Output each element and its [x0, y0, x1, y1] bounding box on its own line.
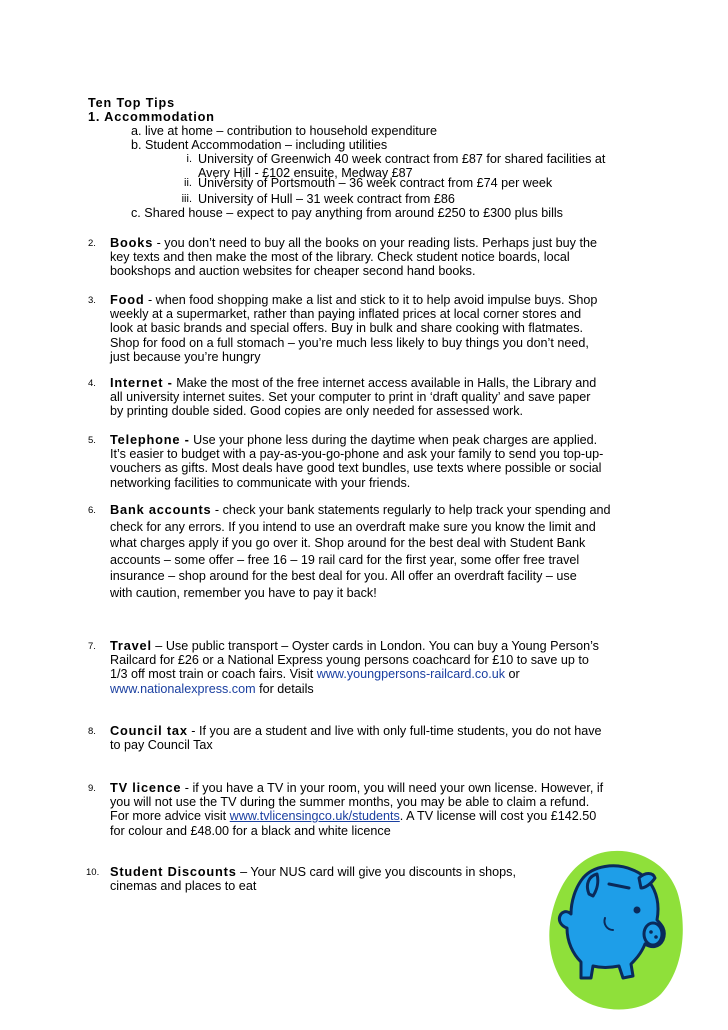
tip-bank	[88, 502, 648, 602]
tip-telephone-line1: Use your phone less during the daytime when peak charges are applied.	[189, 433, 598, 447]
tip-internet-line3: by printing double sided. Good copies are only needed for assessed work.	[110, 404, 524, 419]
tip-books-heading: Books	[110, 235, 154, 250]
accommodation-b: b. Student Accommodation – including utilities	[131, 138, 388, 152]
tip-council	[88, 724, 648, 752]
tip-discounts-heading: Student Discounts	[110, 864, 237, 879]
tip-books-line1: - you don’t need to buy all the books on your reading lists. Perhaps just buy the	[153, 236, 597, 250]
tip-books-line3: bookshops and auction websites for cheaper second hand books.	[110, 264, 476, 279]
tip-travel-line1: – Use public transport – Oyster cards in London. You can buy a Young Person’s	[151, 639, 599, 653]
tip-tv-line3-end: . A TV license will cost you £142.50	[399, 809, 597, 824]
tip-travel-line3: 1/3 off most train or coach fairs. Visit	[110, 667, 317, 682]
tip-internet-line2: all university internet suites. Set your computer to print in ‘draft quality’ and save paper	[110, 390, 591, 405]
railcard-link[interactable]: www.youngpersons-railcard.co.uk	[316, 667, 506, 682]
tip-bank-line2: check for any errors. If you intend to use an overdraft make sure you know the limit and	[110, 519, 596, 534]
accommodation-i-line2: Avery Hill - £102 ensuite, Medway £87	[198, 166, 413, 180]
accommodation-i-num: i.	[186, 153, 192, 165]
accommodation-a: a. live at home – contribution to household expenditure	[131, 124, 437, 138]
tip-food-number: 3.	[88, 295, 96, 306]
tip-tv-line1: - if you have a TV in your room, you will need your own license. However, if	[181, 781, 604, 795]
tip-council-line1: - If you are a student and live with only full-time students, you do not have	[187, 724, 602, 738]
tip-travel	[88, 639, 648, 696]
tip-bank-heading: Bank accounts	[110, 502, 212, 517]
tip-discounts-line2: cinemas and places to eat	[110, 879, 257, 894]
tip-1-heading: 1. Accommodation	[88, 109, 215, 124]
tip-telephone-line4: networking facilities to communicate with your friends.	[110, 475, 411, 490]
accommodation-c: c. Shared house – expect to pay anything from around £250 to £300 plus bills	[131, 206, 563, 220]
tip-bank-line4: accounts – some offer – free 16 – 19 rail card for the first year, some offer free travel	[110, 552, 580, 567]
tip-tv-line3: For more advice visit	[110, 809, 230, 824]
accommodation-ii: University of Portsmouth – 36 week contract from £74 per week	[198, 176, 553, 190]
tip-travel-line3-end: or	[505, 667, 520, 682]
tip-food-line5: just because you’re hungry	[110, 349, 261, 364]
tip-bank-line1: - check your bank statements regularly to help track your spending and	[211, 503, 611, 517]
tip-food-line3: look at basic brands and special offers. Buy in bulk and share cooking with flatmates.	[110, 321, 583, 336]
tip-tv-line2: you will not use the TV during the summer months, you may be able to claim a refund.	[110, 795, 590, 810]
tip-travel-line2: Railcard for £26 or a National Express young persons coachcard for £10 to save up to	[110, 653, 589, 668]
tip-food-heading: Food	[110, 292, 145, 307]
tip-books-number: 2.	[88, 238, 96, 249]
tip-council-number: 8.	[88, 726, 96, 737]
tip-tv-line4: for colour and £48.00 for a black and white licence	[110, 823, 391, 838]
tip-bank-line3: what charges apply if you go over it. Shop around for the best deal with Student Bank	[110, 536, 586, 551]
tip-books-line2: key texts and then make the most of the library. Check student notice boards, local	[110, 250, 570, 265]
piggy-bank-icon	[545, 848, 685, 1013]
tip-tv-number: 9.	[88, 783, 96, 794]
tip-council-heading: Council tax	[110, 723, 188, 738]
tip-telephone	[88, 433, 648, 490]
tip-telephone-heading: Telephone -	[110, 432, 190, 447]
document-title: Ten Top Tips	[88, 96, 176, 110]
tip-council-line2: to pay Council Tax	[110, 738, 213, 753]
tip-discounts-number: 10.	[86, 867, 100, 878]
tip-discounts-line1: – Your NUS card will give you discounts in shops,	[236, 865, 516, 879]
tip-travel-line4-end: for details	[255, 681, 314, 696]
tip-books	[88, 236, 648, 279]
tip-tv-heading: TV licence	[110, 780, 182, 795]
nationalexpress-link[interactable]: www.nationalexpress.com	[110, 681, 256, 696]
tip-travel-number: 7.	[88, 641, 96, 652]
tip-internet-heading: Internet -	[110, 375, 173, 390]
accommodation-ii-num: ii.	[184, 177, 192, 189]
tip-tv	[88, 781, 648, 838]
tip-food	[88, 293, 648, 364]
tip-food-line1: - when food shopping make a list and stick to it to help avoid impulse buys. Shop	[144, 293, 598, 307]
tip-bank-number: 6.	[88, 505, 96, 516]
tvlicensing-link[interactable]: www.tvlicensingco.uk/students	[229, 809, 400, 824]
accommodation-i-line1: University of Greenwich 40 week contract from £87 for shared facilities at	[198, 152, 606, 166]
tip-telephone-number: 5.	[88, 435, 96, 446]
tip-telephone-line3: vouchers as gifts. Most deals have good text bundles, use texts where possible or social	[110, 461, 602, 476]
tip-travel-heading: Travel	[110, 638, 152, 653]
accommodation-iii-num: iii.	[181, 193, 192, 205]
tip-internet-number: 4.	[88, 378, 96, 389]
accommodation-iii: University of Hull – 31 week contract from £86	[198, 192, 455, 206]
tip-telephone-line2: It’s easier to budget with a pay-as-you-go-phone and ask your family to send you top-up-	[110, 447, 604, 462]
tip-internet-line1: Make the most of the free internet access available in Halls, the Library and	[172, 376, 597, 390]
tip-bank-line5: insurance – shop around for the best deal for you. All offer an overdraft facility – use	[110, 569, 577, 584]
tip-food-line4: Shop for food on a full stomach – you’re much less likely to buy things you don’t need,	[110, 335, 589, 350]
tip-internet	[88, 376, 648, 419]
tip-food-line2: weekly at a supermarket, rather than paying inflated prices at local corner stores and	[110, 307, 582, 322]
tip-bank-line6: with caution, remember you have to pay it back!	[110, 585, 377, 600]
